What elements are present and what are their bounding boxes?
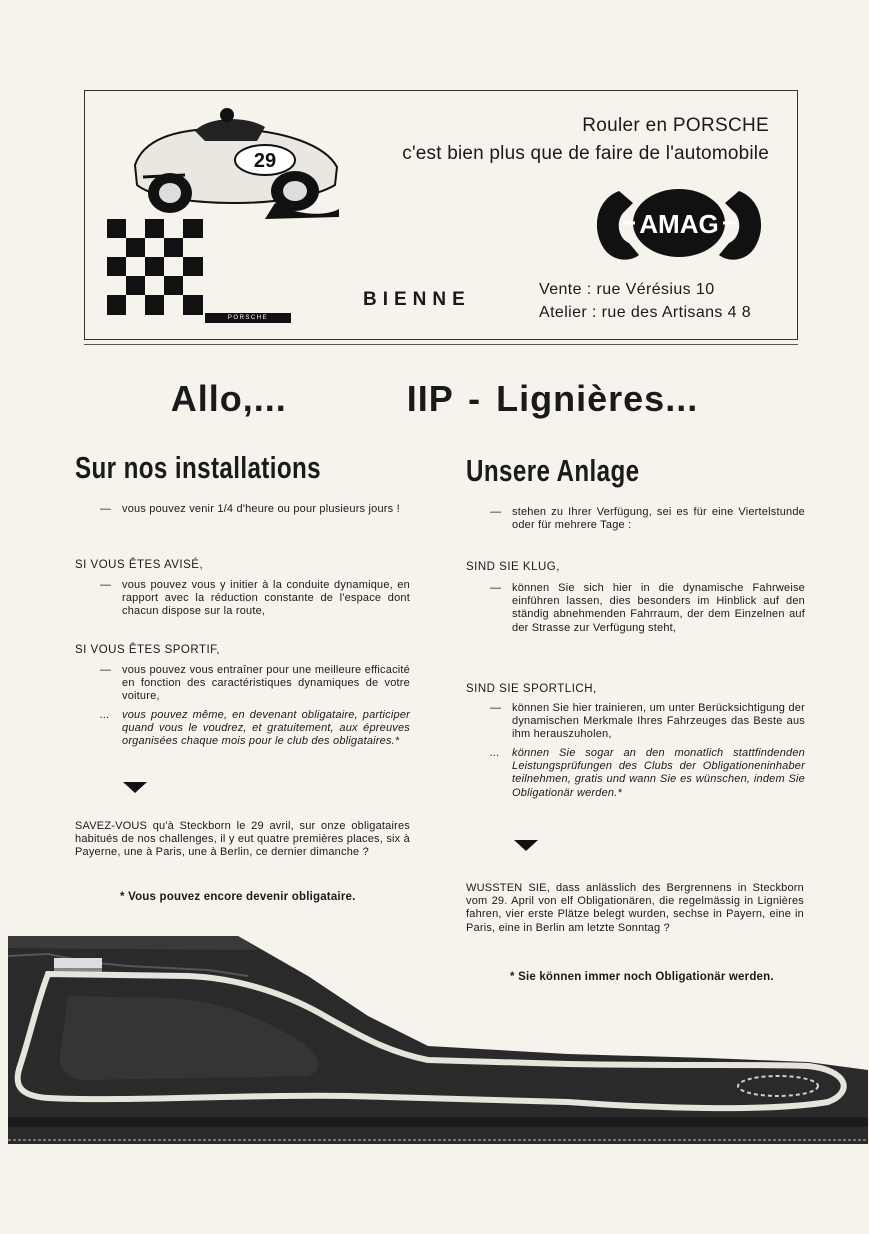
german-heading-klug: SIND SIE KLUG,: [466, 561, 560, 573]
french-savez-text: qu'à Steckborn le 29 avril, sur onze obligataires habitués de nos challenges, il y eut quatre premières places, six à Payerne, une à Paris, une à Berlin, ce dernier dimanche ?: [75, 820, 410, 859]
race-car-illustration: [125, 105, 345, 225]
headline-part1: Allo,...: [170, 378, 287, 419]
headline-part2: IIP - Lignières...: [406, 378, 699, 419]
french-intro: — vous pouvez venir 1/4 d'heure ou pour plusieurs jours !: [100, 503, 400, 515]
german-intro: — stehen zu Ihrer Verfügung, sei es für eine Viertelstunde oder für mehrere Tage :: [490, 506, 805, 532]
german-footnote: * Sie können immer noch Obligationär werden.: [510, 971, 774, 983]
french-avise-text: — vous pouvez vous y initier à la conduite dynamique, en rapport avec la réduction constante de l'espace dont chacun dispose sur la route,: [100, 579, 410, 618]
city-name: BIENNE: [363, 289, 471, 310]
german-heading-sportlich: SIND SIE SPORTLICH,: [466, 683, 597, 695]
german-klug-text: — können Sie sich hier in die dynamische Fahrweise einführen lassen, dies besonders im Hinblick auf den ständig abnehmenden Fahrraum, der dem Einzelnen auf der Strasse zur Verfügung steht,: [490, 582, 805, 634]
amag-logo: [589, 183, 769, 269]
french-sportif-italic: ... vous pouvez même, en devenant obligataire, participer quand vous le voudrez, et gratuitement, aux épreuves organisées chaque mois pour le club des obligataires.*: [100, 709, 410, 748]
porsche-plate: PORSCHE: [205, 313, 291, 323]
french-footnote: * Vous pouvez encore devenir obligataire.: [120, 891, 356, 903]
car-number: 29: [253, 150, 277, 172]
ad-slogan-line2: c'est bien plus que de faire de l'automobile: [402, 143, 769, 164]
ad-bottom-rule: [84, 344, 798, 345]
german-title: Unsere Anlage: [466, 453, 640, 488]
french-heading-avise: SI VOUS ÊTES AVISÉ,: [75, 559, 204, 571]
french-savez-block: [75, 820, 410, 860]
german-sportlich-text: — können Sie hier trainieren, um unter Berücksichtigung der dynamischen Merkmale Ihres Fahrzeuges das Beste aus ihm herauszuholen,: [490, 702, 805, 741]
sales-address: Vente : rue Vérésius 10: [539, 281, 715, 298]
checkered-flag-icon: [107, 219, 203, 315]
german-wussten-heading: WUSSTEN SIE,: [466, 882, 550, 894]
track-aerial-photo: [8, 936, 868, 1144]
page-headline: [0, 378, 869, 420]
german-sportlich-italic: ... können Sie sogar an den monatlich stattfindenden Leistungsprüfungen des Clubs der Obligationeninhaber teilnehmen, gratis und wann Sie es wünschen, indem Sie Obligationär werden.*: [490, 747, 805, 799]
german-wussten-text: dass anlässlich des Bergrennens in Steckborn vom 29. April von elf Obligationären, die regelmässig in Lignières fahren, vier erste Plätze belegt wurden, sechse in Payern, eine in Paris, eine in Berlin am letzte Sonntag ?: [466, 882, 804, 934]
german-wussten-block: [466, 882, 804, 935]
french-heading-sportif: SI VOUS ÊTES SPORTIF,: [75, 644, 221, 656]
french-savez-heading: SAVEZ-VOUS: [75, 820, 148, 832]
down-triangle-icon: [123, 782, 147, 793]
ad-slogan-line1: Rouler en PORSCHE: [582, 115, 769, 136]
down-triangle-icon: [514, 840, 538, 851]
amag-logo-text: AMAG: [639, 209, 719, 239]
workshop-address: Atelier : rue des Artisans 4 8: [539, 304, 752, 321]
porsche-amag-advertisement: [84, 90, 798, 340]
french-sportif-text: — vous pouvez vous entraîner pour une meilleure efficacité en fonction des caractéristiques dynamiques de votre voiture,: [100, 664, 410, 703]
french-title: Sur nos installations: [75, 450, 322, 485]
